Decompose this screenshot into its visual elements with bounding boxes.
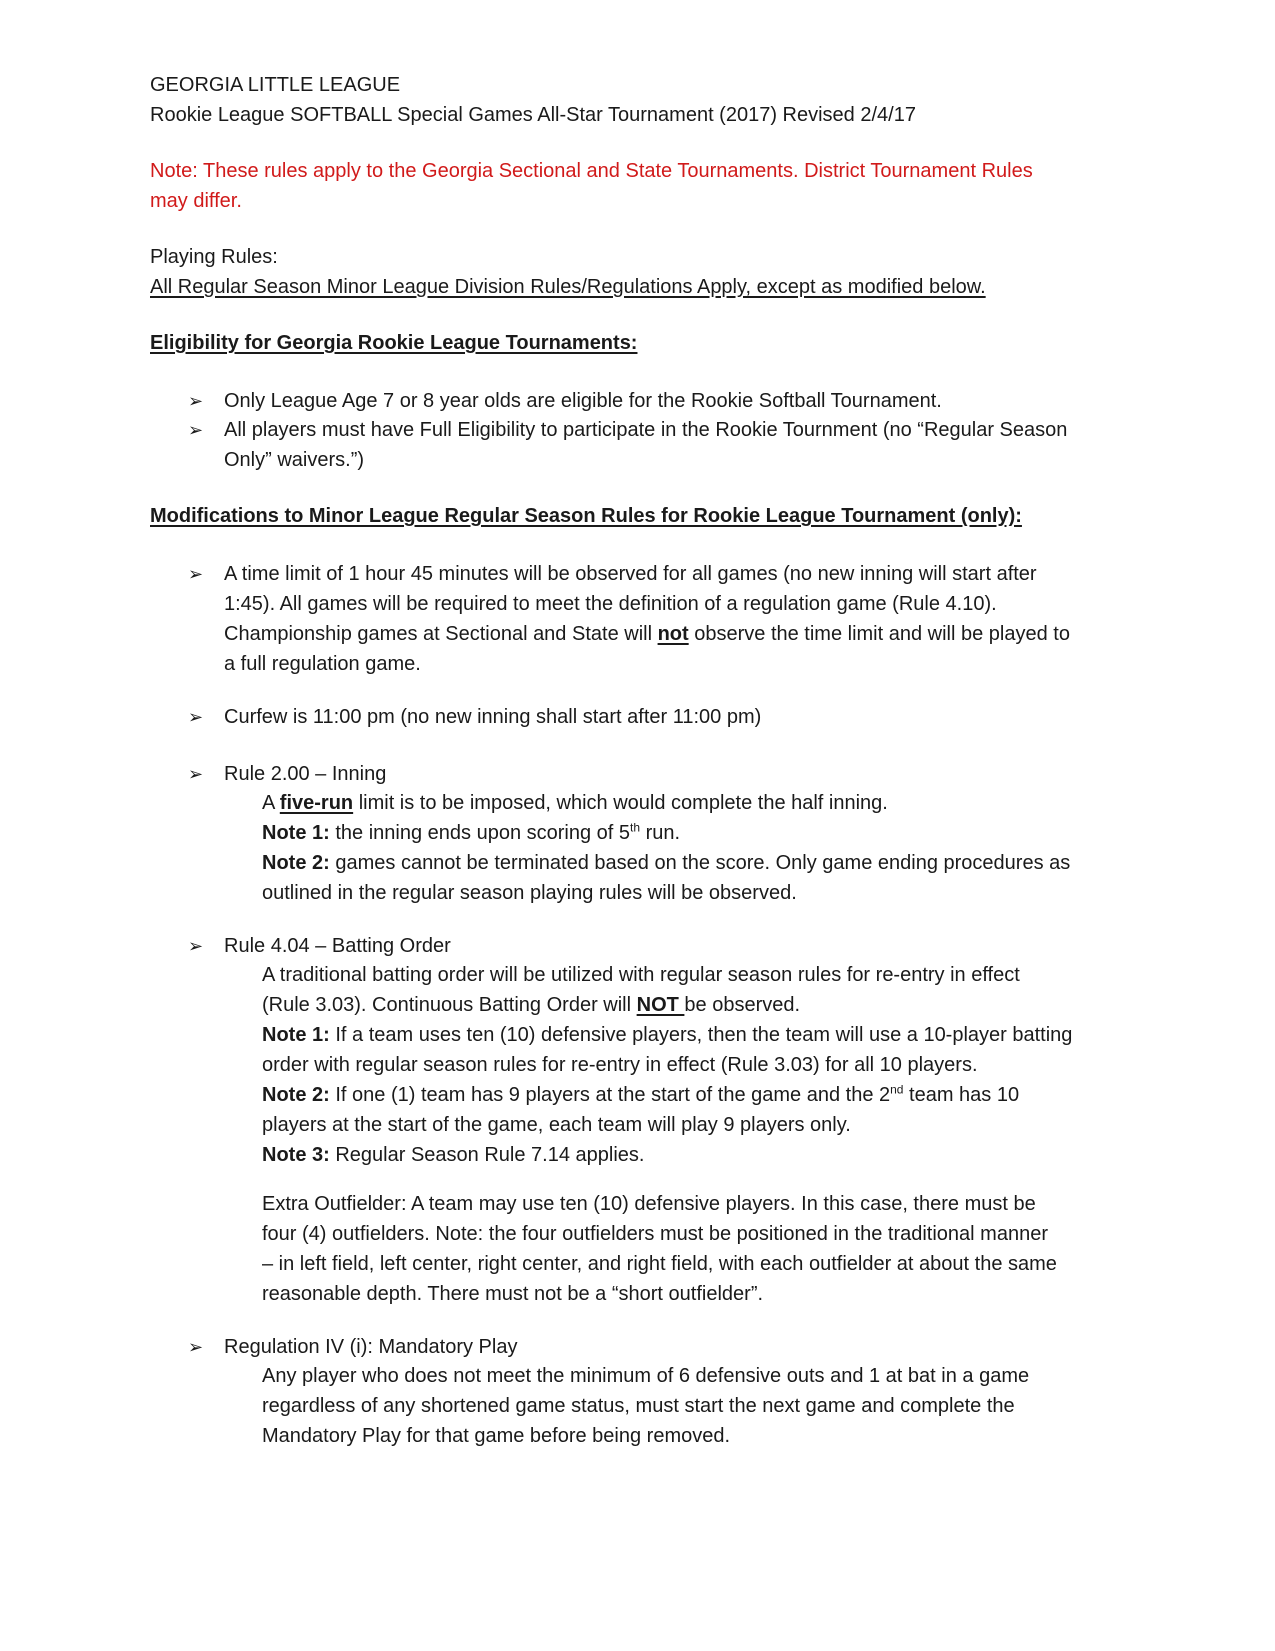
eligibility-item-age-text: Only League Age 7 or 8 year olds are eligible for the Rookie Softball Tournament. bbox=[224, 390, 942, 412]
arrow-bullet-icon: ➢ bbox=[188, 936, 204, 956]
extra-outfielder-paragraph bbox=[262, 1189, 1142, 1309]
time-limit-line-3-pre: Championship games at Sectional and State will bbox=[224, 623, 658, 645]
inning-line-1 bbox=[262, 788, 1142, 818]
batting-rule-title-text: Rule 4.04 – Batting Order bbox=[224, 935, 451, 957]
note-line-1: Note: These rules apply to the Georgia Sectional and State Tournaments. District Tournament Rules bbox=[150, 160, 1033, 182]
inning-note-2 bbox=[262, 848, 1142, 878]
batting-rule-body bbox=[262, 960, 1142, 1170]
arrow-bullet-icon: ➢ bbox=[188, 1337, 204, 1357]
time-limit-line-1: A time limit of 1 hour 45 minutes will be observed for all games (no new inning will start after bbox=[224, 563, 1037, 585]
arrow-bullet-icon: ➢ bbox=[188, 564, 204, 584]
arrow-bullet-icon: ➢ bbox=[188, 764, 204, 784]
mandatory-line-3: Mandatory Play for that game before being removed. bbox=[262, 1425, 731, 1447]
time-limit-emphasis: not bbox=[657, 623, 689, 645]
curfew-item bbox=[224, 702, 1124, 732]
extra-outfielder-line-4: reasonable depth. There must not be a “short outfielder”. bbox=[262, 1283, 764, 1305]
eligibility-item-full bbox=[224, 415, 1124, 475]
inning-note-1-post: run. bbox=[640, 822, 681, 844]
batting-note-3-text: Regular Season Rule 7.14 applies. bbox=[329, 1144, 645, 1166]
five-run-emphasis: five-run bbox=[279, 792, 354, 814]
time-limit-line-2: 1:45). All games will be required to meet the definition of a regulation game (Rule 4.10). bbox=[224, 593, 997, 615]
batting-line-2-post: be observed. bbox=[684, 994, 801, 1016]
mandatory-play-title-text: Regulation IV (i): Mandatory Play bbox=[224, 1336, 518, 1358]
inning-rule-title-text: Rule 2.00 – Inning bbox=[224, 763, 387, 785]
batting-note-2 bbox=[262, 1080, 1142, 1110]
batting-note-2-label: Note 2: bbox=[262, 1084, 330, 1106]
eligibility-heading bbox=[150, 328, 1150, 358]
batting-note-3-label: Note 3: bbox=[262, 1144, 330, 1166]
mandatory-play-title bbox=[224, 1332, 1124, 1362]
time-limit-item bbox=[224, 559, 1124, 679]
batting-note-2-text: If one (1) team has 9 players at the start of the game and the 2 bbox=[329, 1084, 891, 1106]
eligibility-item-age bbox=[224, 386, 1124, 416]
note-line-2: may differ. bbox=[150, 190, 242, 212]
extra-outfielder-line-2: four (4) outfielders. Note: the four outfielders must be positioned in the traditional manner bbox=[262, 1223, 1048, 1245]
inning-note-1-sup: th bbox=[630, 820, 641, 835]
eligibility-heading-text: Eligibility for Georgia Rookie League Tournaments: bbox=[150, 332, 638, 354]
eligibility-item-full-line-1: All players must have Full Eligibility to participate in the Rookie Tournment (no “Regular Season bbox=[224, 419, 1068, 441]
document-header bbox=[150, 70, 1150, 130]
batting-note-2-post: team has 10 bbox=[903, 1084, 1020, 1106]
mandatory-line-1: Any player who does not meet the minimum of 6 defensive outs and 1 at bat in a game bbox=[262, 1365, 1030, 1387]
playing-rules-subheading: All Regular Season Minor League Division Rules/Regulations Apply, except as modified below. bbox=[150, 276, 986, 298]
mandatory-play-body bbox=[262, 1361, 1142, 1451]
not-emphasis: NOT bbox=[636, 994, 685, 1016]
batting-rule-title bbox=[224, 931, 1124, 961]
batting-line-2-pre: (Rule 3.03). Continuous Batting Order will bbox=[262, 994, 637, 1016]
inning-note-2-label: Note 2: bbox=[262, 852, 330, 874]
playing-rules-section bbox=[150, 242, 1150, 302]
inning-note-1-text: the inning ends upon scoring of 5 bbox=[329, 822, 631, 844]
batting-note-1 bbox=[262, 1020, 1142, 1050]
inning-line-1-post: limit is to be imposed, which would complete the half inning. bbox=[353, 792, 888, 814]
inning-note-1 bbox=[262, 818, 1142, 848]
batting-note-1-text: If a team uses ten (10) defensive players, then the team will use a 10-player batting bbox=[329, 1024, 1073, 1046]
inning-line-1-pre: A bbox=[262, 792, 280, 814]
batting-note-2-sup: nd bbox=[890, 1082, 904, 1097]
arrow-bullet-icon: ➢ bbox=[188, 420, 204, 440]
modifications-heading-text: Modifications to Minor League Regular Season Rules for Rookie League Tournament (only): bbox=[150, 505, 1022, 527]
eligibility-item-full-line-2: Only” waivers.”) bbox=[224, 449, 365, 471]
playing-rules-heading: Playing Rules: bbox=[150, 246, 278, 268]
arrow-bullet-icon: ➢ bbox=[188, 391, 204, 411]
org-name: GEORGIA LITTLE LEAGUE bbox=[150, 74, 401, 96]
batting-note-3 bbox=[262, 1140, 1142, 1170]
time-limit-line-3-post: observe the time limit and will be played to bbox=[688, 623, 1070, 645]
inning-note-1-label: Note 1: bbox=[262, 822, 330, 844]
extra-outfielder-line-3: – in left field, left center, right center, and right field, with each outfielder at about the same bbox=[262, 1253, 1057, 1275]
tournament-note bbox=[150, 156, 1150, 216]
inning-note-2-text: games cannot be terminated based on the score. Only game ending procedures as bbox=[329, 852, 1071, 874]
batting-line-1: A traditional batting order will be utilized with regular season rules for re-entry in effect bbox=[262, 964, 1020, 986]
time-limit-line-3 bbox=[224, 619, 1124, 649]
time-limit-line-4: a full regulation game. bbox=[224, 653, 421, 675]
extra-outfielder-line-1: Extra Outfielder: A team may use ten (10) defensive players. In this case, there must be bbox=[262, 1193, 1036, 1215]
batting-note-1-label: Note 1: bbox=[262, 1024, 330, 1046]
batting-note-1-line-2: order with regular season rules for re-entry in effect (Rule 3.03) for all 10 players. bbox=[262, 1054, 978, 1076]
modifications-heading bbox=[150, 501, 1150, 531]
document-title: Rookie League SOFTBALL Special Games All-Star Tournament (2017) Revised 2/4/17 bbox=[150, 104, 916, 126]
arrow-bullet-icon: ➢ bbox=[188, 707, 204, 727]
batting-note-2-line-2: players at the start of the game, each team will play 9 players only. bbox=[262, 1114, 851, 1136]
inning-note-2-line-2: outlined in the regular season playing rules will be observed. bbox=[262, 882, 797, 904]
inning-rule-body bbox=[262, 788, 1142, 908]
curfew-text: Curfew is 11:00 pm (no new inning shall start after 11:00 pm) bbox=[224, 706, 762, 728]
mandatory-line-2: regardless of any shortened game status, must start the next game and complete the bbox=[262, 1395, 1015, 1417]
inning-rule-title bbox=[224, 759, 1124, 789]
batting-line-2 bbox=[262, 990, 1142, 1020]
